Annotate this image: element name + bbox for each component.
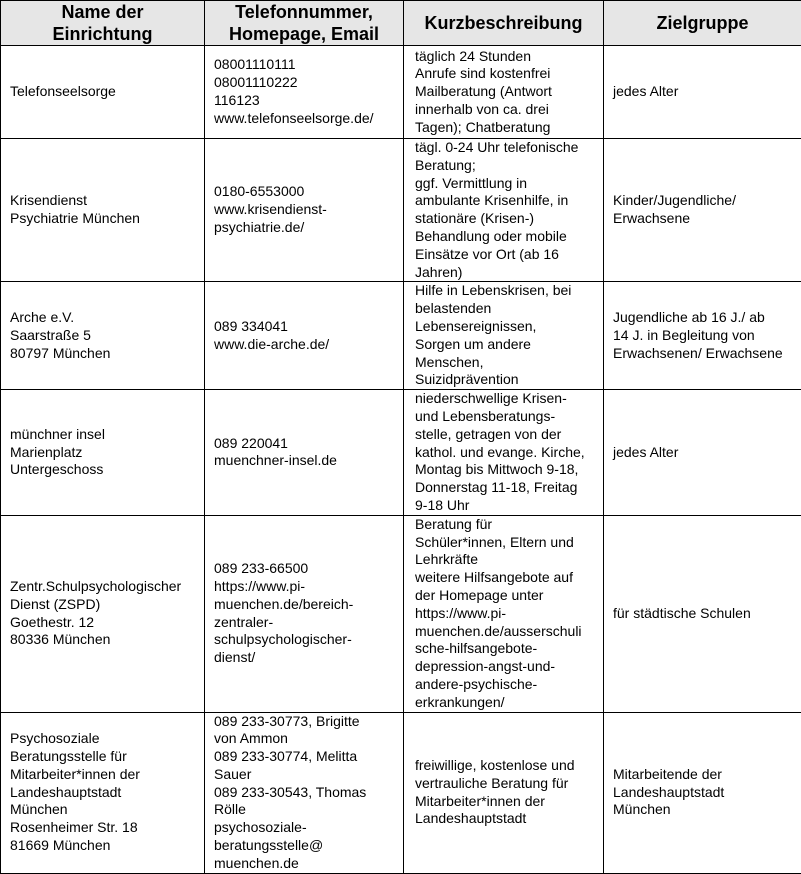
cell-name: Arche e.V. Saarstraße 5 80797 München — [1, 282, 205, 390]
cell-target-group: für städtische Schulen — [604, 515, 801, 712]
table-row — [1, 712, 801, 873]
cell-target-group: Kinder/Jugendliche/ Erwachsene — [604, 139, 801, 282]
cell-name: Telefonseelsorge — [1, 46, 205, 139]
cell-description: täglich 24 Stunden Anrufe sind kostenfrei Mailberatung (Antwort innerhalb von ca. drei Tagen); Chatberatung — [404, 46, 604, 139]
cell-target-group: Mitarbeitende der Landeshauptstadt München — [604, 712, 801, 873]
cell-target-group: Jugendliche ab 16 J./ ab 14 J. in Begleitung von Erwachsenen/ Erwachsene — [604, 282, 801, 390]
header-name: Name der Einrichtung — [1, 1, 205, 46]
table-row — [1, 139, 801, 282]
cell-contact: 0180-6553000 www.krisendienst- psychiatrie.de/ — [205, 139, 404, 282]
cell-description: niederschwellige Krisen- und Lebensberatungs- stelle, getragen von der kathol. und evange. Kirche, Montag bis Mittwoch 9-18, Donnerstag 11-18, Freitag 9-18 Uhr — [404, 390, 604, 516]
cell-target-group: jedes Alter — [604, 390, 801, 516]
cell-name: münchner insel Marienplatz Untergeschoss — [1, 390, 205, 516]
header-description: Kurzbeschreibung — [404, 1, 604, 46]
table-row — [1, 515, 801, 712]
cell-contact: 089 220041 muenchner-insel.de — [205, 390, 404, 516]
header-target-group: Zielgruppe — [604, 1, 801, 46]
header-contact: Telefonnummer, Homepage, Email — [205, 1, 404, 46]
cell-description: freiwillige, kostenlose und vertrauliche Beratung für Mitarbeiter*innen der Landeshauptstadt — [404, 712, 604, 873]
cell-contact: 089 233-30773, Brigitte von Ammon 089 233-30774, Melitta Sauer 089 233-30543, Thomas Rölle psychosoziale- beratungsstelle@ muenchen.de — [205, 712, 404, 873]
cell-description: Beratung für Schüler*innen, Eltern und Lehrkräfte weitere Hilfsangebote auf der Homepage unter https://www.pi- muenchen.de/ausserschuli sche-hilfsangebote- depression-angst-und- andere-psychische- erkrankungen/ — [404, 515, 604, 712]
cell-target-group: jedes Alter — [604, 46, 801, 139]
cell-description: tägl. 0-24 Uhr telefonische Beratung; ggf. Vermittlung in ambulante Krisenhilfe, in stationäre (Krisen-) Behandlung oder mobile Einsätze vor Ort (ab 16 Jahren) — [404, 139, 604, 282]
cell-description: Hilfe in Lebenskrisen, bei belastenden Lebensereignissen, Sorgen um andere Menschen, Suizidprävention — [404, 282, 604, 390]
cell-name: Krisendienst Psychiatrie München — [1, 139, 205, 282]
cell-contact: 08001110111 08001110222 116123 www.telefonseelsorge.de/ — [205, 46, 404, 139]
cell-contact: 089 233-66500 https://www.pi- muenchen.de/bereich- zentraler- schulpsychologischer- dienst/ — [205, 515, 404, 712]
table-row — [1, 46, 801, 139]
header-row — [1, 1, 801, 46]
cell-contact: 089 334041 www.die-arche.de/ — [205, 282, 404, 390]
table-row — [1, 390, 801, 516]
cell-name: Zentr.Schulpsychologischer Dienst (ZSPD) Goethestr. 12 80336 München — [1, 515, 205, 712]
table-row — [1, 282, 801, 390]
cell-name: Psychosoziale Beratungsstelle für Mitarbeiter*innen der Landeshauptstadt München Rosenheimer Str. 18 81669 München — [1, 712, 205, 873]
